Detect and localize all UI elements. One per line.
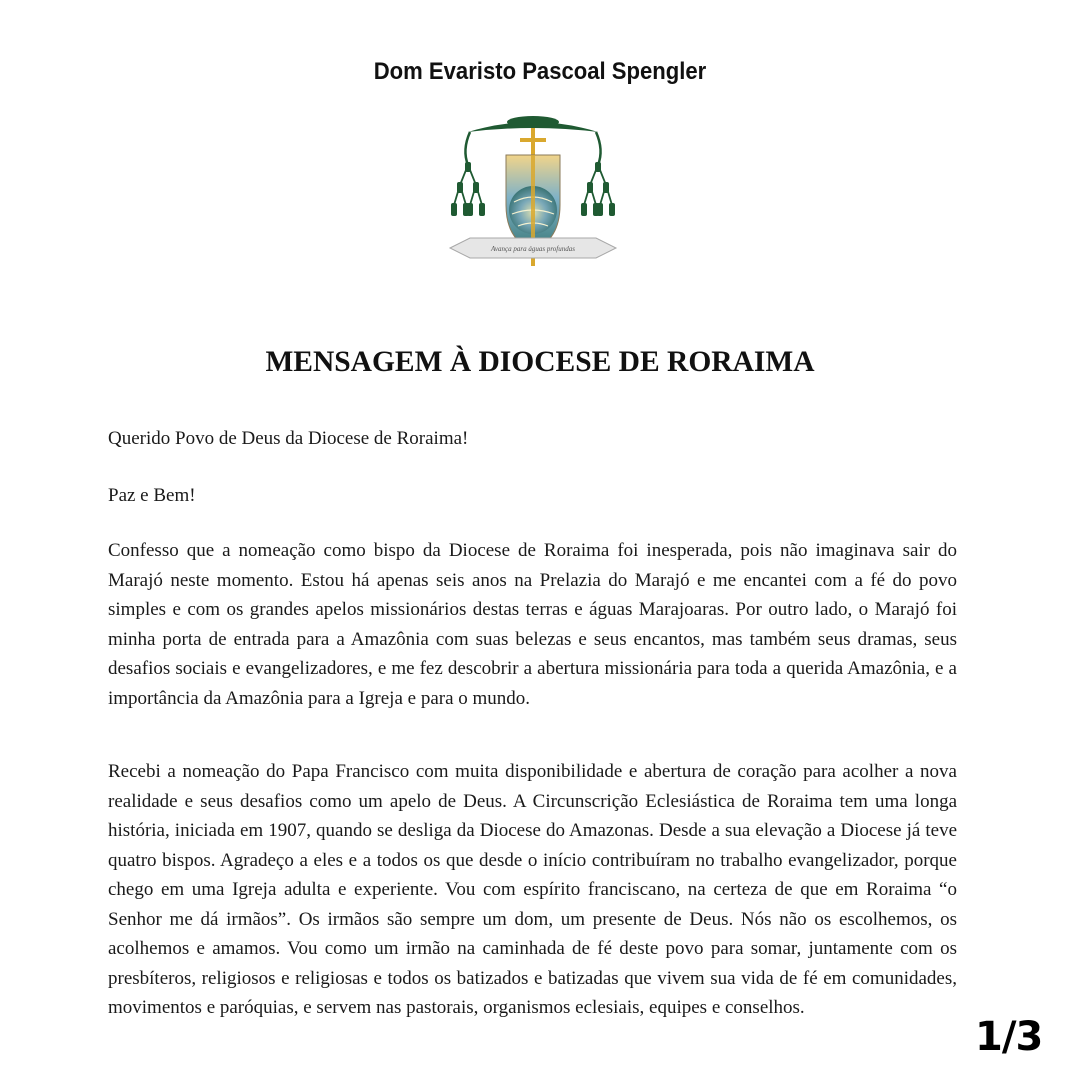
motto-text: Avança para águas profundas	[491, 245, 575, 253]
paragraph-1: Confesso que a nomeação como bispo da Diocese de Roraima foi inesperada, pois não imaginava sair do Marajó neste momento. Estou há apenas seis anos na Prelazia do Marajó e me encantei com a fé do povo simples e com os grandes apelos missionários destas terras e águas Marajoaras. Por outro lado, o Marajó foi minha porta de entrada para a Amazônia com suas belezas e seus encantos, mas também seus dramas, seus desafios sociais e evangelizadores, e me fez descobrir a abertura missionária para toda a querida Amazônia, e a importância da Amazônia para a Igreja e para o mundo.	[108, 540, 957, 709]
page-indicator: 1/3	[975, 1014, 1043, 1060]
paragraph-2: Recebi a nomeação do Papa Francisco com muita disponibilidade e abertura de coração para acolher a nova realidade e seus desafios como um apelo de Deus. A Circunscrição Eclesiástica de Roraima tem uma longa história, iniciada em 1907, quando se desliga da Diocese do Amazonas. Desde a sua elevação a Diocese já teve quatro bispos. Agradeço a eles e a todos os que desde o início contribuíram no trabalho evangelizador, porque chego em uma Igreja adulta e experiente. Vou com espírito franciscano, na certeza de que em Roraima “o Senhor me dá irmãos”. Os irmãos são sempre um dom, um presente de Deus. Nós não os escolhemos, os acolhemos e amamos. Vou como um irmão na caminhada de fé deste povo para somar, juntamente com os presbíteros, religiosos e religiosas e todos os batizados e batizadas que vivem sua vida de fé em comunidades, movimentos e paróquias, e servem nas pastorais, organismos eclesiais, equipes e conselhos.	[108, 761, 957, 1018]
episcopal-coat-of-arms	[448, 110, 618, 270]
greeting-line: Querido Povo de Deus da Diocese de Roraima!	[108, 428, 469, 449]
salutation-line: Paz e Bem!	[108, 485, 196, 506]
document-title: MENSAGEM À DIOCESE DE RORAIMA	[265, 346, 815, 378]
author-name: Dom Evaristo Pascoal Spengler	[373, 58, 707, 85]
